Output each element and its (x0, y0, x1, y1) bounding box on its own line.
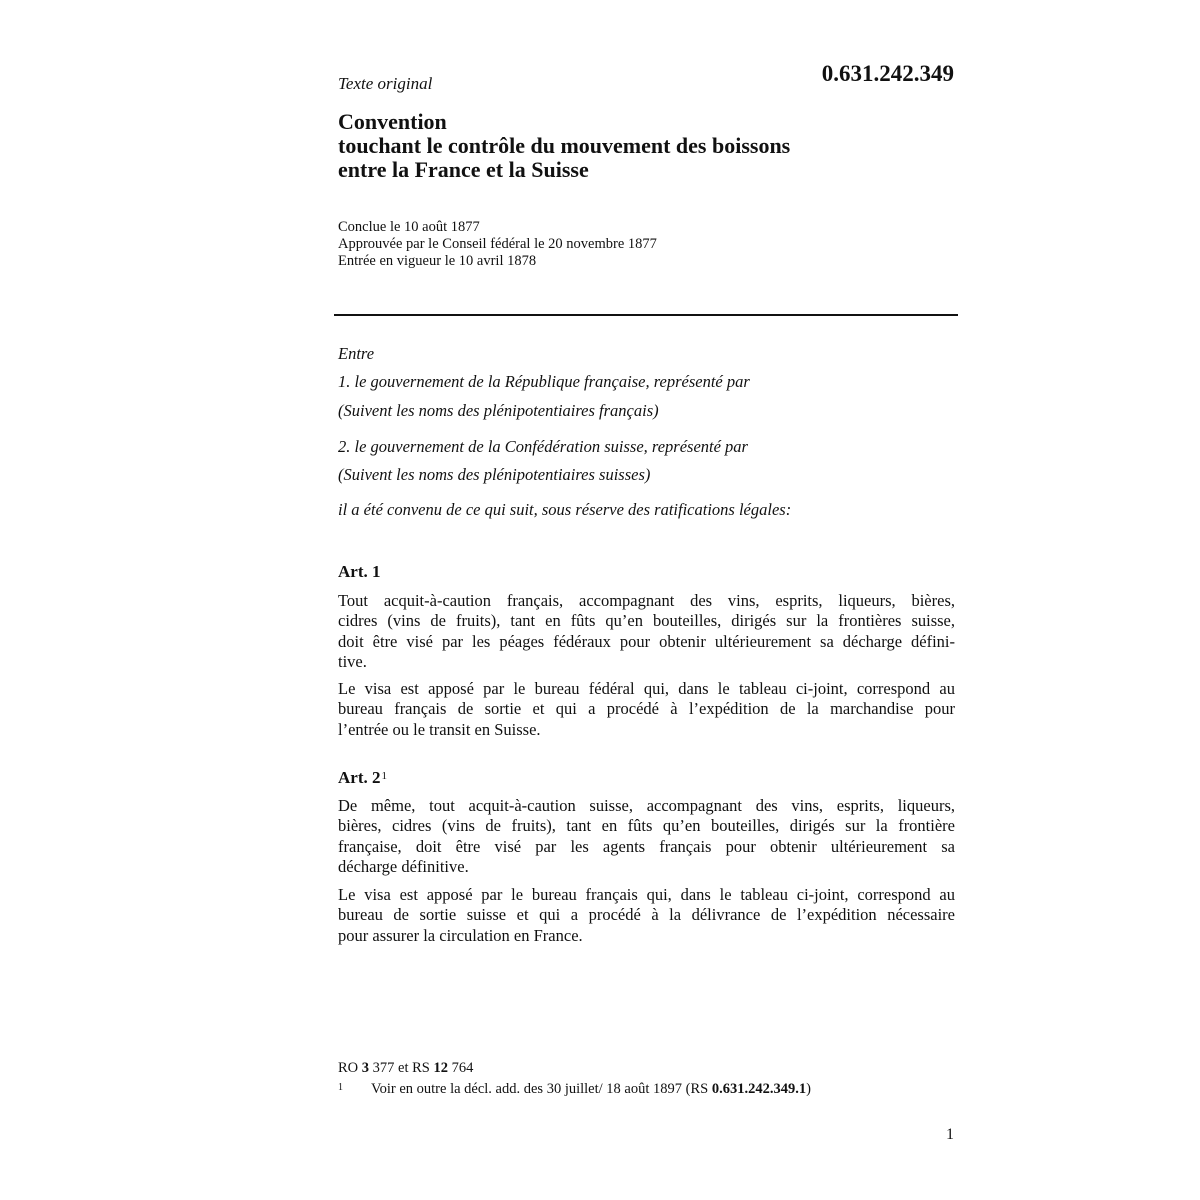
title-line-2: touchant le contrôle du mouvement des boissons (338, 133, 791, 158)
article-2-paragraph-1 (338, 796, 955, 877)
document-status: Texte original (338, 74, 433, 93)
text-line: décharge définitive. (338, 856, 469, 876)
document-number: 0.631.242.349 (821, 61, 954, 86)
article-1-paragraph-2 (338, 679, 955, 740)
document-dates (338, 219, 657, 270)
article-2-heading (338, 768, 387, 788)
text-line: Le visa est apposé par le bureau fédéral qui, dans le tableau ci-joint, correspond au (338, 679, 955, 698)
horizontal-rule (334, 314, 958, 316)
text-line: bières, cidres (vins de fruits), tant en fûts qu’en bouteilles, dirigés sur la frontière (338, 816, 955, 836)
document-title (338, 110, 790, 182)
preamble-party-2-names: (Suivent les noms des plénipotentiaires suisses) (338, 465, 651, 484)
article-2-paragraph-2 (338, 885, 955, 946)
text-line: française, doit être visé par les agents français pour obtenir ultérieurement sa (338, 836, 955, 856)
preamble-party-1-names: (Suivent les noms des plénipotentiaires français) (338, 401, 659, 420)
text-line: l’entrée ou le transit en Suisse. (338, 719, 541, 739)
ref-suffix: 764 (447, 1060, 474, 1076)
text-line: Le visa est apposé par le bureau français qui, dans le tableau ci-joint, correspond au (338, 885, 955, 904)
footnote-end: ) (806, 1081, 811, 1097)
text-line: cidres (vins de fruits), tant en fûts qu’en bouteilles, dirigés sur la frontières suisse, (338, 611, 955, 631)
official-reference (338, 1059, 473, 1077)
footnote (338, 1080, 811, 1098)
text-line: Tout acquit-à-caution français, accompagnant des vins, esprits, liqueurs, bières, (338, 591, 955, 610)
article-1-heading (338, 562, 380, 582)
ref-middle: 377 et RS (369, 1060, 434, 1076)
text-line: pour assurer la circulation en France. (338, 925, 583, 945)
ref-volume-rs: 12 (433, 1060, 448, 1076)
article-2-heading-text: Art. 2 (338, 768, 381, 787)
text-line: bureau français de sortie et qui a procédé à l’expédition de la marchandise pour (338, 699, 955, 719)
date-approved: Approuvée par le Conseil fédéral le 20 novembre 1877 (338, 236, 657, 252)
title-line-3: entre la France et la Suisse (338, 157, 589, 182)
text-line: De même, tout acquit-à-caution suisse, accompagnant des vins, esprits, liqueurs, (338, 796, 955, 815)
ref-volume-ro: 3 (361, 1060, 370, 1076)
date-concluded: Conclue le 10 août 1877 (338, 219, 480, 235)
footnote-mark: 1 (338, 1082, 343, 1093)
preamble-entre: Entre (338, 344, 375, 363)
preamble-party-1: 1. le gouvernement de la République française, représenté par (338, 372, 750, 391)
title-line-1: Convention (338, 109, 447, 134)
footnote-reference[interactable]: 1 (381, 770, 387, 782)
text-line: tive. (338, 651, 367, 671)
footnote-text: Voir en outre la décl. add. des 30 juillet/ 18 août 1897 (RS (371, 1081, 712, 1097)
article-1-heading-text: Art. 1 (338, 562, 381, 581)
text-line: doit être visé par les péages fédéraux pour obtenir ultérieurement sa décharge défini- (338, 631, 955, 651)
preamble-party-2: 2. le gouvernement de la Confédération suisse, représenté par (338, 437, 748, 456)
text-line: bureau de sortie suisse et qui a procédé à la délivrance de l’expédition nécessaire (338, 905, 955, 925)
ref-prefix: RO (338, 1060, 362, 1076)
date-in-force: Entrée en vigueur le 10 avril 1878 (338, 253, 537, 269)
page-number: 1 (946, 1126, 954, 1143)
preamble-agreement: il a été convenu de ce qui suit, sous réserve des ratifications légales: (338, 500, 792, 519)
article-1-paragraph-1 (338, 591, 955, 672)
footnote-link[interactable]: 0.631.242.349.1 (711, 1081, 807, 1097)
